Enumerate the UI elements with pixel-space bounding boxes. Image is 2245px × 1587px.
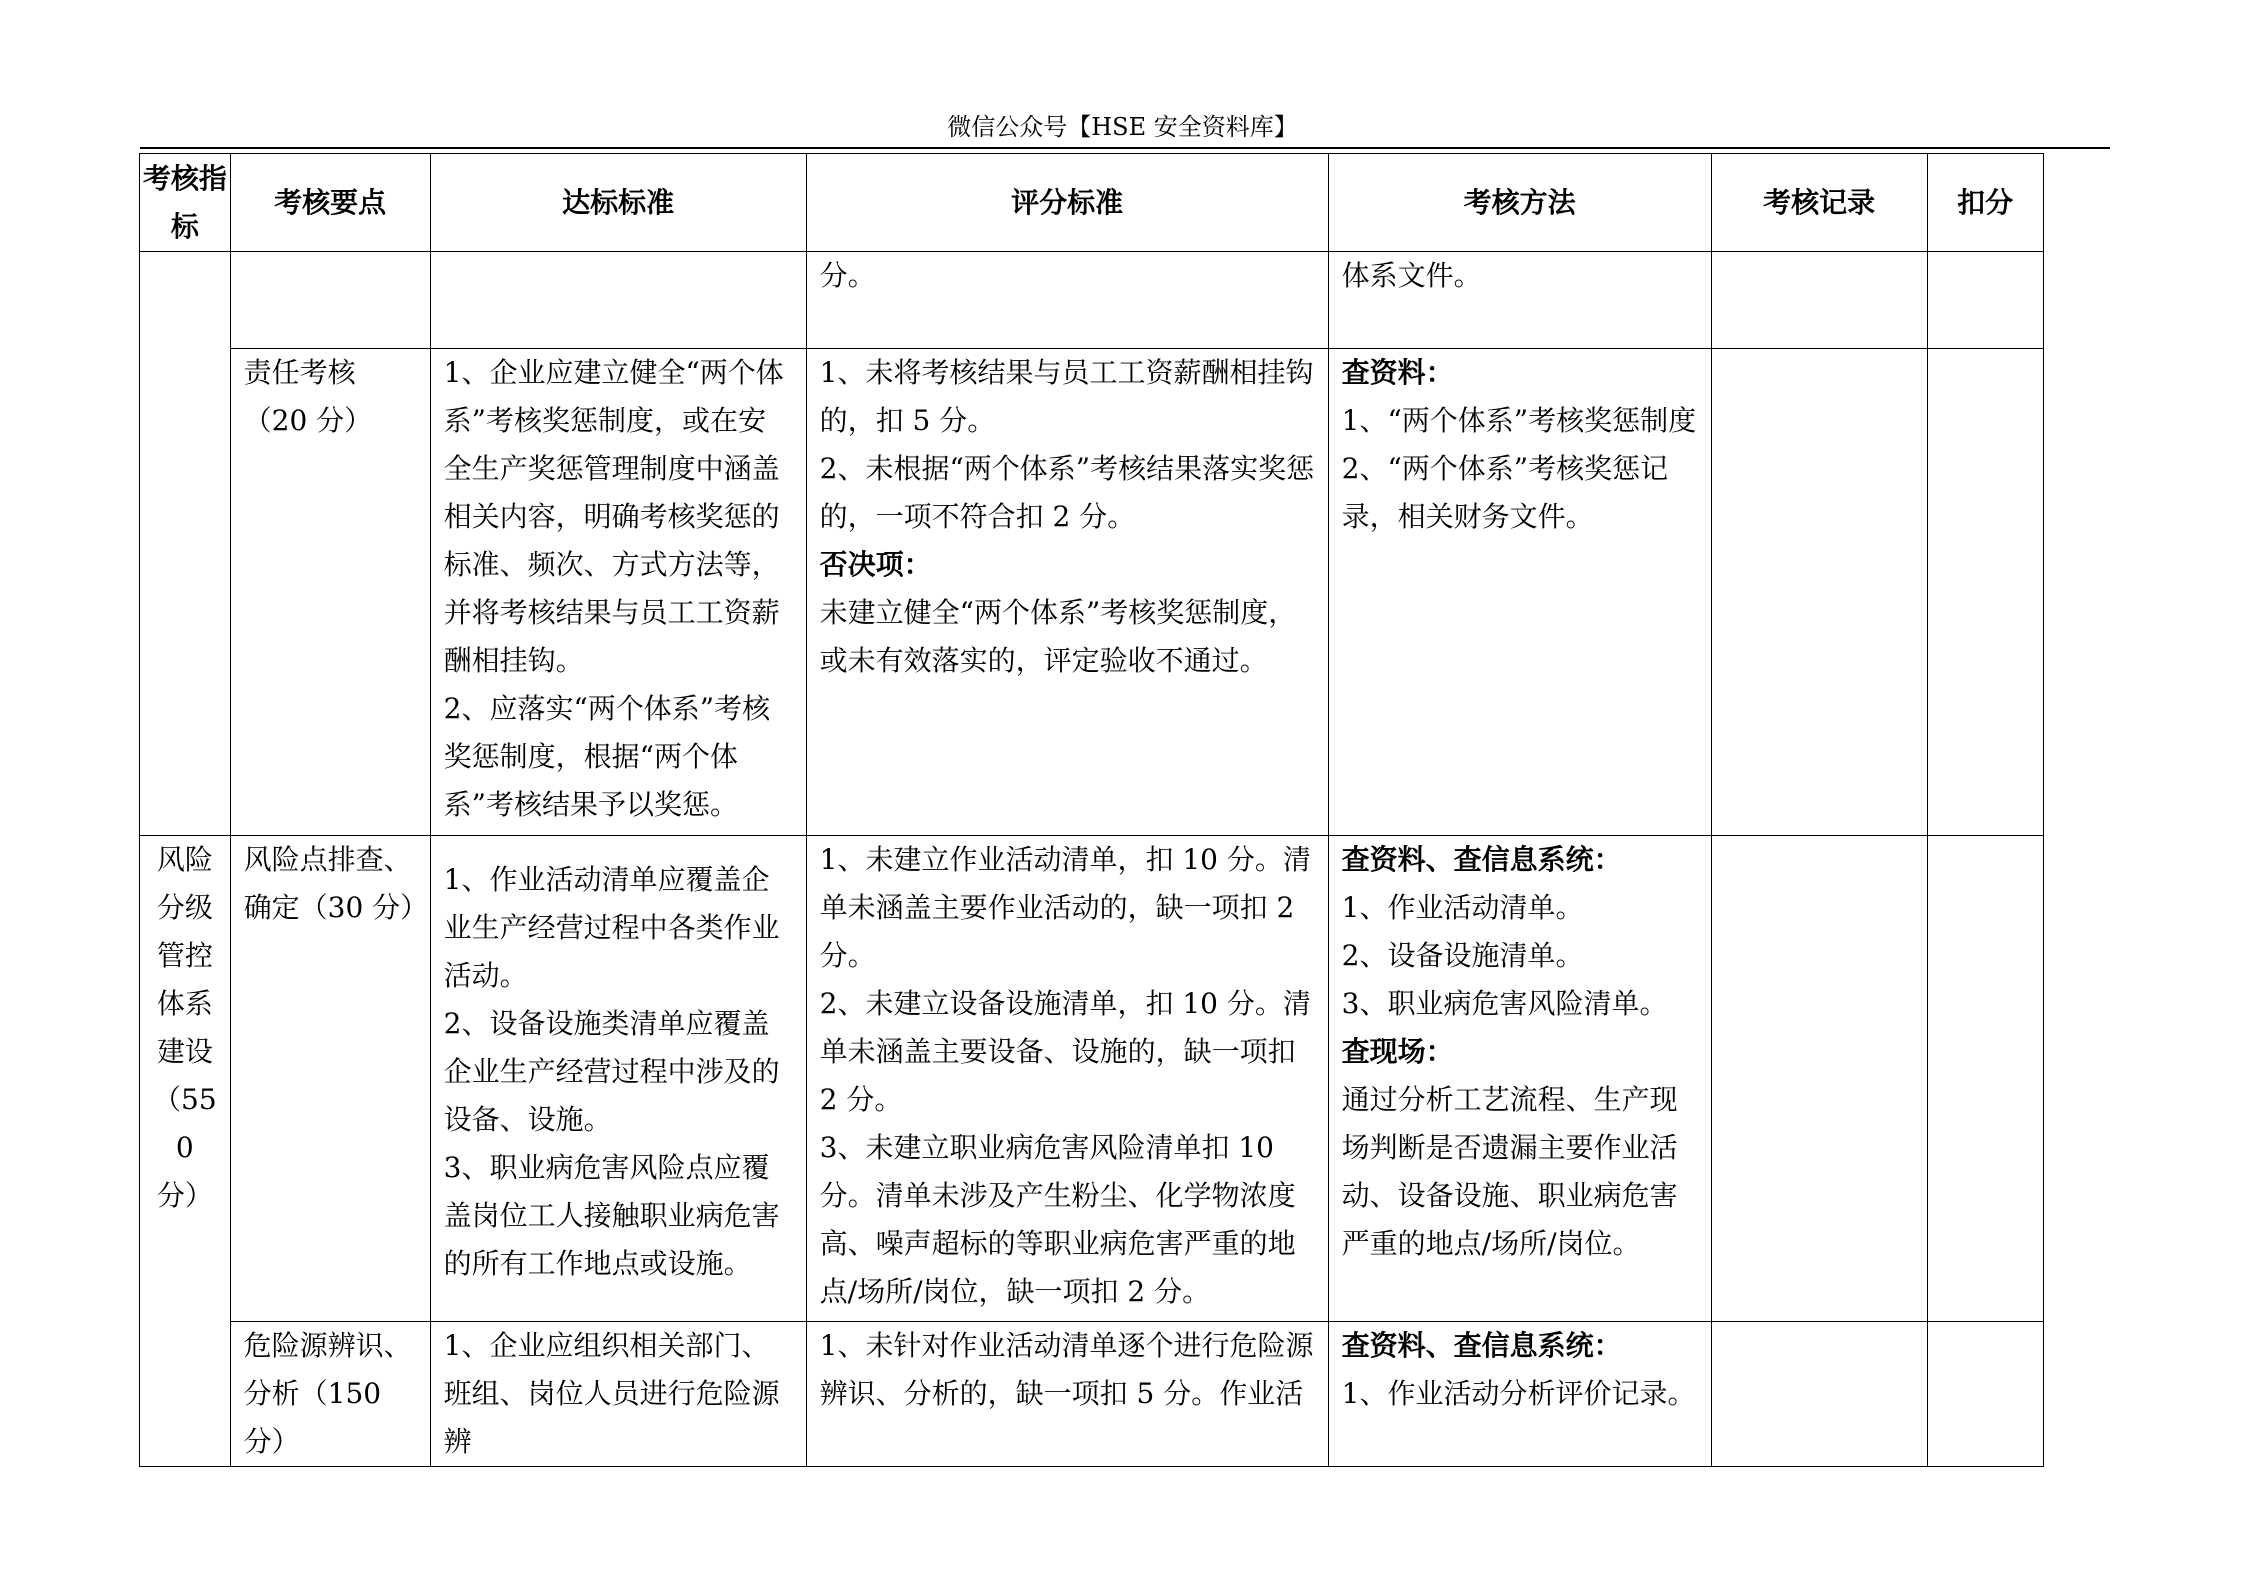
scoring-item: 1、未针对作业活动清单逐个进行危险源辨识、分析的，缺一项扣 5 分。作业活: [819, 1329, 1314, 1410]
header-standard: 达标标准: [430, 154, 806, 252]
scoring-cell: [806, 1322, 1328, 1467]
point-score: （20 分）: [243, 404, 373, 437]
point-cell: [230, 1322, 430, 1467]
method-cell: [1328, 836, 1711, 1322]
scoring-item: 1、未建立作业活动清单，扣 10 分。清单未涵盖主要作业活动的，缺一项扣 2 分。: [819, 843, 1311, 972]
standard-cell: [430, 349, 806, 836]
standard-item: 3、职业病危害风险点应覆盖岗位工人接触职业病危害的所有工作地点或设施。: [443, 1151, 780, 1280]
standard-item: 2、设备设施类清单应覆盖企业生产经营过程中涉及的设备、设施。: [443, 1007, 780, 1136]
page-header: 微信公众号【HSE 安全资料库】: [947, 113, 1298, 141]
method-item: 2、设备设施清单。: [1341, 939, 1584, 972]
scoring-veto-title: 否决项：: [819, 548, 932, 581]
method-title: 查资料、查信息系统：: [1341, 1329, 1622, 1362]
table-row: [140, 1322, 2044, 1467]
record-cell: [1711, 836, 1927, 1322]
method-item: 2、“两个体系”考核奖惩记录，相关财务文件。: [1341, 452, 1669, 533]
record-cell: [1711, 349, 1927, 836]
scoring-item: 1、未将考核结果与员工工资薪酬相挂钩的，扣 5 分。: [819, 356, 1314, 437]
method-item: 1、作业活动清单。: [1341, 891, 1584, 924]
header-deduction: 扣分: [1927, 154, 2043, 252]
method-item: 1、作业活动分析评价记录。: [1341, 1377, 1696, 1410]
method-cell: [1328, 349, 1711, 836]
deduction-cell: [1927, 252, 2043, 349]
table-row: [140, 252, 2044, 349]
record-cell: [1711, 252, 1927, 349]
point-cell: [230, 252, 430, 349]
point-score: 分析（150 分）: [243, 1377, 382, 1458]
standard-cell: [430, 836, 806, 1322]
indicator-line: 风险: [156, 843, 213, 876]
point-score: 确定（30 分）: [243, 891, 429, 924]
scoring-cell: [806, 836, 1328, 1322]
scoring-item: 3、未建立职业病危害风险清单扣 10 分。清单未涉及产生粉尘、化学物浓度高、噪声超标的等职业病危害严重的地点/场所/岗位，缺一项扣 2 分。: [819, 1131, 1296, 1308]
scoring-cell: [806, 252, 1328, 349]
header-indicator: 考核指标: [140, 154, 231, 252]
indicator-line: 建设: [156, 1035, 213, 1068]
indicator-cell-risk: [140, 836, 231, 1467]
point-label: 风险点排查、: [243, 843, 412, 876]
indicator-line: 体系: [156, 987, 213, 1020]
standard-cell: [430, 252, 806, 349]
point-cell: [230, 349, 430, 836]
header-rule: [140, 147, 2110, 149]
scoring-veto-text: 未建立健全“两个体系”考核奖惩制度，或未有效落实的，评定验收不通过。: [819, 596, 1297, 677]
standard-cell: [430, 1322, 806, 1467]
method-text: 体系文件。: [1341, 259, 1482, 292]
scoring-cell: [806, 349, 1328, 836]
standard-item: 2、应落实“两个体系”考核奖惩制度，根据“两个体系”考核结果予以奖惩。: [443, 692, 771, 821]
standard-item: 1、企业应建立健全“两个体系”考核奖惩制度，或在安全生产奖惩管理制度中涵盖相关内容，明确考核奖惩的标准、频次、方式方法等，并将考核结果与员工工资薪酬相挂钩。: [443, 356, 784, 677]
method-cell: [1328, 252, 1711, 349]
scoring-text: 分。: [819, 259, 876, 292]
method-item: 通过分析工艺流程、生产现场判断是否遗漏主要作业活动、设备设施、职业病危害严重的地点/场所/岗位。: [1341, 1083, 1678, 1260]
header-point: 考核要点: [230, 154, 430, 252]
table-row: [140, 349, 2044, 836]
header-record: 考核记录: [1711, 154, 1927, 252]
point-label: 危险源辨识、: [243, 1329, 412, 1362]
deduction-cell: [1927, 349, 2043, 836]
table-row: [140, 836, 2044, 1322]
standard-item: 1、作业活动清单应覆盖企业生产经营过程中各类作业活动。: [443, 863, 780, 992]
header-method: 考核方法: [1328, 154, 1711, 252]
deduction-cell: [1927, 1322, 2043, 1467]
indicator-line: 0 分）: [156, 1131, 213, 1212]
record-cell: [1711, 1322, 1927, 1467]
indicator-line: （55: [153, 1083, 217, 1116]
method-cell: [1328, 1322, 1711, 1467]
assessment-table: [139, 153, 2044, 1467]
standard-item: 1、企业应组织相关部门、班组、岗位人员进行危险源辨: [443, 1329, 780, 1458]
method-item: 3、职业病危害风险清单。: [1341, 987, 1668, 1020]
method-title: 查资料、查信息系统：: [1341, 843, 1622, 876]
deduction-cell: [1927, 836, 2043, 1322]
indicator-line: 管控: [156, 939, 213, 972]
table-header-row: [140, 154, 2044, 252]
point-label: 责任考核: [243, 356, 356, 389]
indicator-line: 分级: [156, 891, 213, 924]
scoring-item: 2、未根据“两个体系”考核结果落实奖惩的，一项不符合扣 2 分。: [819, 452, 1315, 533]
method-item: 1、“两个体系”考核奖惩制度: [1341, 404, 1697, 437]
indicator-cell-empty: [140, 252, 231, 836]
point-cell: [230, 836, 430, 1322]
scoring-item: 2、未建立设备设施清单，扣 10 分。清单未涵盖主要设备、设施的，缺一项扣 2 分。: [819, 987, 1311, 1116]
method-title: 查现场：: [1341, 1035, 1454, 1068]
method-title: 查资料：: [1341, 356, 1454, 389]
header-scoring: 评分标准: [806, 154, 1328, 252]
